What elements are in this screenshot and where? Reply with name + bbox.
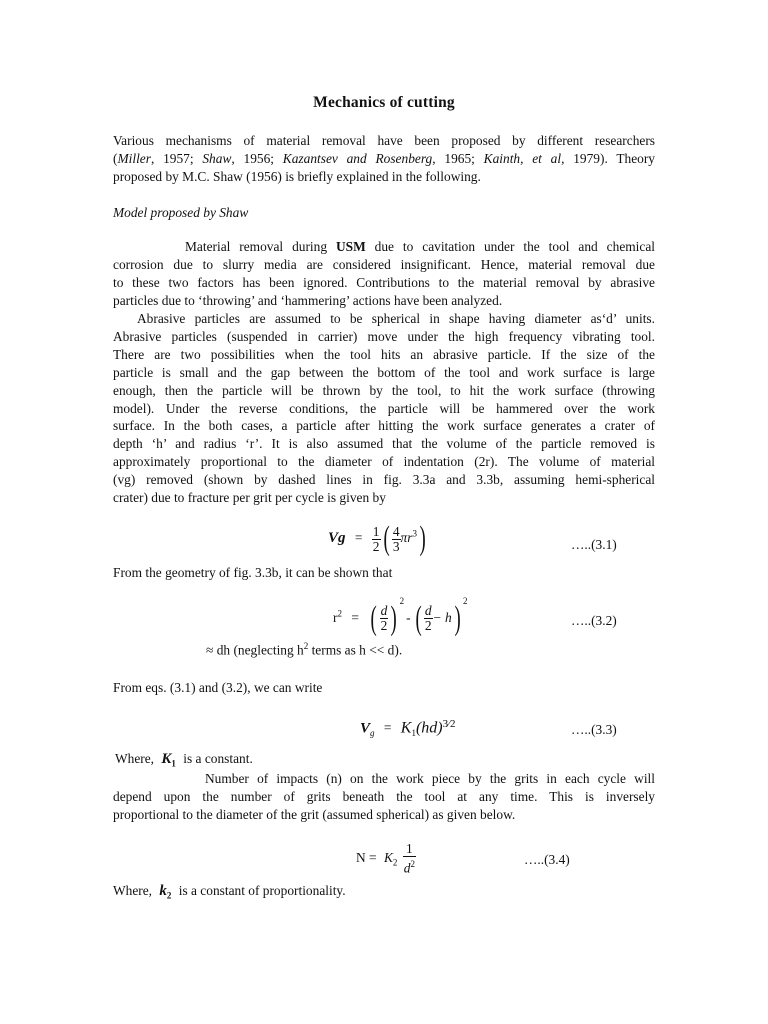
paragraph-line: Number of impacts (n) on the work piece by the grits in each cycle will: [205, 771, 655, 786]
equation-number: …..(3.4): [524, 852, 570, 867]
equation-3-3: $V_g = K_1(hd)^{3⁄2}$: [360, 718, 456, 739]
paragraph-line: Material removal during USM due to cavitation under the tool and chemical: [185, 239, 656, 254]
paragraph-line: Abrasive particles are assumed to be spherical in shape having diameter as‘d’ units.: [137, 311, 655, 326]
from-equations-text: From eqs. (3.1) and (3.2), we can write: [113, 680, 323, 695]
equation-3-2: $r^2$ = ( $\frac{d}{2}$ ) $^2$- ( $\frac{d}{2}$ − h) $^2$: [333, 596, 468, 637]
paragraph-line: depend upon the number of grits beneath the tool at any time. This is inversely: [113, 788, 655, 804]
equation-number: …..(3.2): [571, 613, 617, 628]
paragraph-line: depth ‘h’ and radius ‘r’. It is also assumed that the volume of the particle removed is: [113, 436, 655, 452]
citation-kazantsev: Kazantsev and Rosenberg: [282, 150, 433, 166]
paragraph-line: crater) due to fracture per grit per cycle is given by: [113, 490, 386, 506]
usm-term: USM: [335, 239, 366, 254]
where-k1-text: Where, $K_1$ is a constant.: [115, 751, 253, 769]
approximation-text: ≈ dh (neglecting $h^2$ terms as h << d).: [206, 641, 403, 658]
intro-line: Various mechanisms of material removal have been proposed by different researchers: [113, 133, 655, 148]
paragraph-line: There are two possibilities when the tool hits an abrasive particle. If the size of the: [113, 346, 655, 362]
paragraph-line: enough, then the particle will be thrown by the tool, to hit the work surface (throwing: [113, 382, 655, 398]
intro-citation-line: (Miller, 1957; Shaw, 1956; Kazantsev and Rosenberg, 1965; Kainth, et al, 1979). Theory: [113, 150, 656, 166]
page-title: Mechanics of cutting: [313, 94, 455, 111]
equation-3-1: Vg = $\frac{1}{2}$ ( $\frac{4}{3}$ $\pi r^3$): [328, 520, 426, 557]
paragraph-line: (vg) removed (shown by dashed lines in fig. 3.3a and 3.3b, assuming hemi-spherical: [113, 472, 655, 488]
paragraph-line: particle is small and the gap between the bottom of the tool and work surface is large: [113, 364, 655, 380]
equation-number: …..(3.3): [571, 722, 617, 737]
paragraph-abrasive: [113, 310, 655, 507]
equation-number: …..(3.1): [571, 537, 617, 552]
intro-paragraph: [113, 132, 655, 186]
paragraph-line: particles due to ‘throwing’ and ‘hammering’ actions have been analyzed.: [113, 292, 503, 308]
paragraph-usm: [113, 238, 655, 310]
paragraph-line: model). Under the reverse conditions, the particle will be hammered over the work: [113, 400, 655, 416]
section-subheading: Model proposed by Shaw: [113, 205, 249, 220]
paragraph-line: proportional to the diameter of the grit (assumed spherical) as given below.: [113, 806, 516, 822]
citation-shaw: Shaw: [202, 150, 232, 166]
citation-miller: Miller: [117, 150, 151, 166]
equation-3-4: $N = K_2$ $\frac{1}{d^2}$: [356, 841, 415, 876]
paragraph-line: corrosion due to slurry media are considered insignificant. Hence, material removal due: [113, 256, 655, 272]
where-k2-text: Where, $k_2$ is a constant of proportionality.: [113, 883, 346, 901]
geometry-text: From the geometry of fig. 3.3b, it can be shown that: [113, 565, 393, 580]
paragraph-line: Abrasive particles (suspended in carrier) move under the high frequency vibrating tool.: [113, 328, 655, 344]
paragraph-line: to these two factors has been ignored. Contributions to the material removal by abrasive: [113, 274, 655, 290]
paragraph-line: surface. In the both cases, a particle after hitting the work surface generates a crater of: [113, 418, 655, 434]
paragraph-line: approximately proportional to the diameter of indentation (2r). The volume of material: [113, 454, 655, 470]
paragraph-impacts: [113, 770, 655, 824]
intro-line: proposed by M.C. Shaw (1956) is briefly explained in the following.: [113, 168, 481, 184]
citation-kainth: Kainth, et al: [483, 150, 562, 166]
